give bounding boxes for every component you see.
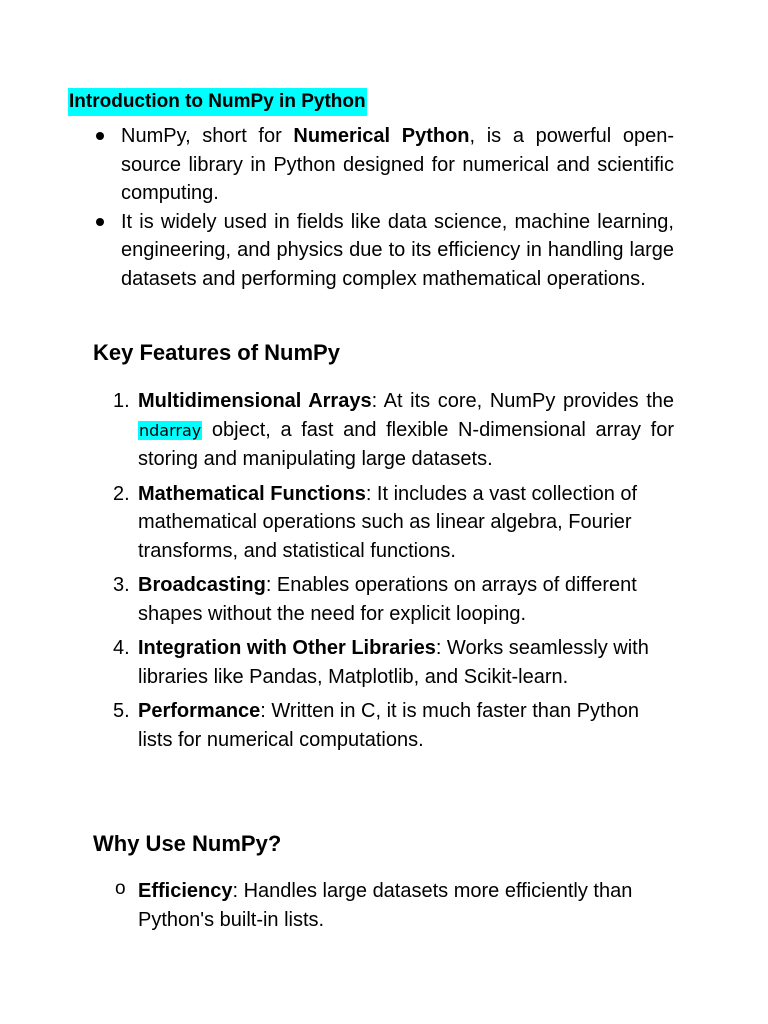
list-item <box>113 634 674 691</box>
intro-title: Introduction to NumPy in Python <box>68 88 367 116</box>
reason-name: Efficiency <box>138 880 233 902</box>
intro-bullet-list <box>92 122 674 293</box>
reason-text: : Handles large datasets more efficiently than Python's built-in lists. <box>138 880 633 931</box>
bullet-dot-icon <box>96 218 104 226</box>
feature-text: : Enables operations on arrays of different shapes without the need for explicit looping. <box>138 574 637 625</box>
feature-name: Multidimensional Arrays <box>138 390 372 412</box>
list-item <box>92 122 674 208</box>
item-number: 5. <box>113 700 130 722</box>
code-term-highlight: ndarray <box>139 420 202 440</box>
feature-text: : It includes a vast collection of mathematical operations such as linear algebra, Fourier transforms, and statistical functions. <box>138 482 638 562</box>
item-number: 4. <box>113 637 130 659</box>
feature-text: : Works seamlessly with libraries like Pandas, Matplotlib, and Scikit-learn. <box>138 637 649 688</box>
feature-name: Mathematical Functions <box>138 482 366 505</box>
why-use-heading: Why Use NumPy? <box>93 831 282 856</box>
feature-text-a: : At its core, NumPy provides the <box>371 390 674 412</box>
bullet-text-bold: Numerical Python <box>293 125 470 147</box>
item-number: 1. <box>113 390 130 412</box>
bullet-text-pre: It is widely used in fields like data science, machine learning, engineering, and physics due to its efficiency in handling large datasets and performing complex mathematical operations. <box>121 210 674 290</box>
list-item <box>113 877 674 934</box>
feature-name: Performance <box>138 700 261 722</box>
item-number: 3. <box>113 574 130 596</box>
key-features-heading: Key Features of NumPy <box>93 340 340 365</box>
list-item <box>92 208 674 294</box>
bullet-text-pre: NumPy, short for <box>121 125 294 147</box>
list-item <box>113 697 674 754</box>
key-features-list <box>113 387 674 754</box>
bullet-text-post: , is a powerful open-source library in Python designed for numerical and scientific computing. <box>121 125 674 204</box>
item-number: 2. <box>113 482 130 505</box>
feature-name: Integration with Other Libraries <box>138 637 436 659</box>
why-use-list <box>113 877 674 934</box>
list-item <box>113 387 674 474</box>
bullet-dot-icon <box>96 132 104 140</box>
feature-text: : Written in C, it is much faster than Python lists for numerical computations. <box>138 700 639 751</box>
list-item <box>113 571 674 628</box>
hollow-bullet-icon: o <box>115 878 126 899</box>
list-item <box>113 480 674 566</box>
feature-name: Broadcasting <box>138 574 266 596</box>
feature-text-b: object, a fast and flexible N-dimensional array for storing and manipulating large datasets. <box>138 418 674 470</box>
